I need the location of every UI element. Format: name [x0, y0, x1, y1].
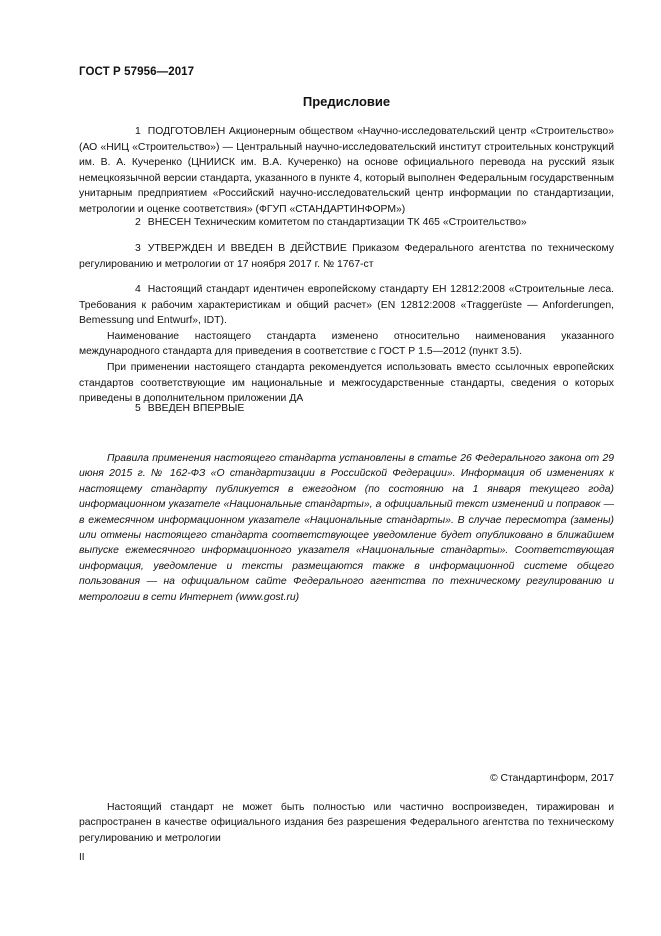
item-text: Приказом Федерального агентства по техническому регулированию и метрологии от 17 ноября 2017 г. № 1767-ст [79, 243, 614, 270]
item-number: 1 [135, 126, 141, 137]
preface-item-4 [79, 282, 614, 407]
item-number: 5 [135, 403, 141, 414]
item-number: 2 [135, 217, 141, 228]
page-title [0, 94, 661, 109]
reproduction-note: Настоящий стандарт не может быть полностью или частично воспроизведен, тиражирован и распространен в качестве официального издания без разрешения Федерального агентства по техническому регулированию и метрологии [79, 802, 614, 844]
page-title-text: Предисловие [302, 94, 391, 109]
item-text: Настоящий стандарт идентичен европейскому стандарту ЕН 12812:2008 «Строительные леса. Требования к рабочим характеристикам и общий расчет» (EN 12812:2008 «Traggerüste — Anforderungen, Bemessung und Entwurf», IDT). [79, 284, 614, 327]
page-number: II [79, 852, 85, 863]
preface-item-3 [79, 241, 614, 272]
document-code: ГОСТ Р 57956—2017 [79, 66, 195, 78]
item-lead: УТВЕРЖДЕН И ВВЕДЕН В ДЕЙСТВИЕ [147, 243, 347, 254]
preface-item-2 [79, 215, 614, 231]
item-lead: ПОДГОТОВЛЕН [147, 126, 226, 137]
preface-item-5 [79, 401, 614, 417]
item-text: Техническим комитетом по стандартизации ТК 465 «Строительство» [193, 217, 527, 228]
item-number: 4 [135, 284, 141, 295]
item-text: При применении настоящего стандарта рекомендуется использовать вместо ссылочных европейских стандартов соответствующие им национальные и межгосударственные стандарты, сведения о которых приведены в дополнительном приложении ДА [79, 361, 614, 405]
item-lead: ВНЕСЕН [147, 217, 192, 228]
item-4-name-change [79, 329, 614, 360]
item-text: Наименование настоящего стандарта изменено относительно наименования указанного международного стандарта для приведения в соответствие с ГОСТ Р 1.5—2012 (пункт 3.5). [79, 330, 614, 358]
preface-item-1 [79, 124, 614, 218]
copyright: © Стандартинформ, 2017 [489, 773, 614, 784]
item-lead: ВВЕДЕН ВПЕРВЫЕ [147, 403, 245, 414]
application-rules-note: Правила применения настоящего стандарта установлены в статье 26 Федерального закона от 29 июня 2015 г. № 162-ФЗ «О стандартизации в Российской Федерации». Информация об изменениях к настоящему стандарту публикуется в ежегодном (по состоянию на 1 января текущего года) информационном указателе «Национальные стандарты», а официальный текст изменений и поправок — в ежемесячном информационном указателе «Национальные стандарты». В случае пересмотра (замены) или отмены настоящего стандарта соответствующее уведомление будет опубликовано в ближайшем выпуске ежемесячного информационного указателя «Национальные стандарты». Соответствующая информация, уведомление и тексты размещаются также в информационной системе общего пользования — на официальном сайте Федерального агентства по техническому регулированию и метрологии в сети Интернет (www.gost.ru) [79, 453, 614, 603]
item-4-references [79, 360, 614, 407]
item-number: 3 [135, 243, 141, 254]
item-text: Акционерным обществом «Научно-исследовательский центр «Строительство» (АО «НИЦ «Строительство») — Центральный научно-исследовательский институт строительных конструкций им. В. А. Кучеренко (ЦНИИСК им. В.А. Кучеренко) на основе официального перевода на русский язык немецкоязычной версии стандарта, указанного в пункте 4, который выполнен Федеральным государственным унитарным предприятием «Российский научно-исследовательский центр информации по стандартизации, метрологии и оценке соответствия» (ФГУП «СТАНДАРТИНФОРМ») [79, 126, 614, 215]
